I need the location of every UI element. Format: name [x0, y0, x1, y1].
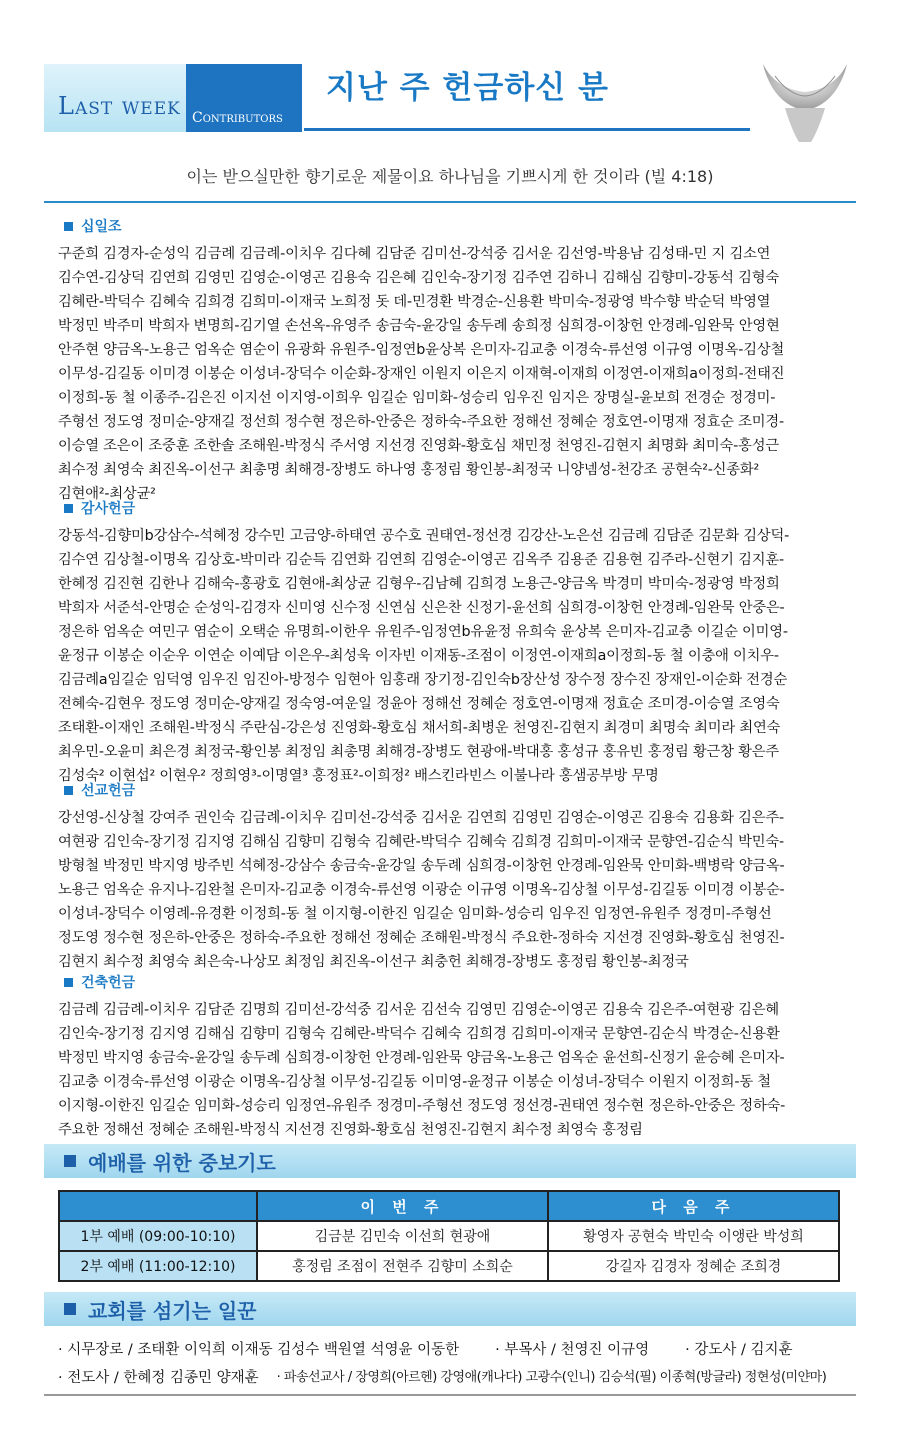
- square-bullet-icon: [64, 786, 73, 795]
- scripture-quote: 이는 받으실만한 향기로운 제물이요 하나님을 기쁘시게 한 것이라 (빌 4:18): [186, 167, 714, 186]
- servants-row: [58, 1336, 848, 1364]
- section-missions: [58, 780, 858, 974]
- column-this-week: 이 번 주: [257, 1191, 548, 1221]
- square-bullet-icon: [64, 1303, 76, 1315]
- square-bullet-icon: [64, 222, 73, 231]
- service-label: 2부 예배 (11:00-12:10): [59, 1251, 257, 1281]
- servants-heading: 교회를 섬기는 일꾼: [44, 1292, 856, 1326]
- square-bullet-icon: [64, 1155, 76, 1167]
- prayer-table-header: [59, 1191, 839, 1221]
- table-row: [59, 1251, 839, 1281]
- square-bullet-icon: [64, 978, 73, 987]
- title-rule: [304, 128, 750, 131]
- contributor-names: 구준희 김경자-순성익 김금례 김금례-이치우 김다혜 김담준 김미선-강석중 김서운 김선영-박용남 김성태-민 지 김소연 김수연-김상덕 김연희 김영민 김영순-이영곤 김용숙 김은혜 김인숙-장기정 김주연 김하니 김해심 김향미-강동석 김형숙 김혜란-박덕수 김혜숙 김희경 김희미-이재국 노희정 돗 데-민경환 박경순-신용환 박미숙-정광영 박수향 박순덕 박영열 박정민 박주미 박희자 변명희-김기열 손선옥-유영주 송금숙-윤강일 송두례 송희정 심희경-이창헌 안경례-임완묵 안영현 안주현 양금옥-노용근 엄옥순 염순이 유광화 유원주-임정연b윤상복 은미자-김교충 이경숙-류선영 이규영 이명옥-김상철 이무성-김길동 이미경 이봉순 이성녀-장덕수 이순화-장재인 이원지 이은지 이재혁-이재희 이정연-이재희a이정희-전태진 이정희-동 철 이종주-김은진 이지선 이지영-이희우 임길순 임미화-성승리 임우진 임지은 장명실-윤보희 전경순 정경미- 주형선 정도영 정미순-양재길 정선희 정수현 정은하-안중은 정하숙-주요한 정해선 정혜순 정호연-이명재 정효순 조미경- 이승열 조은이 조중훈 조한솔 조해원-박정식 주서영 지선경 진영화-황호심 채민정 천영진-김현지 최명화 최미숙-홍성근 최수정 최영숙 최진옥-이선구 최총명 최해경-장병도 하나영 홍정림 황인봉-최정국 니양넴성-천강조 공현숙²-신종화² 김현애²-최상균²: [58, 246, 785, 502]
- servants-row: [58, 1364, 848, 1392]
- table-row: [59, 1221, 839, 1251]
- section-heading: 선교헌금: [58, 780, 858, 800]
- brand-contributors: Contributors: [186, 64, 302, 132]
- next-week-names: 황영자 공현숙 박민숙 이앵란 박성희: [548, 1221, 839, 1251]
- section-heading: 십일조: [58, 216, 858, 236]
- section-heading: 감사헌금: [58, 498, 858, 518]
- evangelists: · 전도사 / 한혜정 김종민 양재훈: [58, 1370, 259, 1386]
- offering-hands-icon: [755, 50, 855, 142]
- this-week-names: 홍정림 조점이 전현주 김향미 소희순: [257, 1251, 548, 1281]
- square-bullet-icon: [64, 504, 73, 513]
- section-thanksgiving: [58, 498, 858, 788]
- this-week-names: 김금분 김민숙 이선희 현광애: [257, 1221, 548, 1251]
- missionaries: · 파송선교사 / 장영희(아르헨) 강영애(캐나다) 고광수(인니) 김승석(필) 이종혁(방글라) 정현성(미얀마): [276, 1370, 827, 1385]
- contributor-names: 강동석-김향미b강삼수-석혜정 강수민 고금양-하태연 공수호 권태연-정선경 김강산-노은선 김금례 김담준 김문화 김상덕- 김수연 김상철-이명옥 김상호-박미라 김순득 김연화 김연희 김영순-이영곤 김옥주 김용준 김용현 김주라-신현기 김지훈- 한혜정 김진현 김한나 김해숙-홍광호 김현애-최상균 김형우-김남혜 김희경 노용근-양금옥 박경미 박미숙-정광영 박정희 박희자 서준석-안명순 순성익-김경자 신미영 신수정 신연심 신은찬 신정기-윤선희 심희경-이창헌 안경례-임완묵 안중은- 정은하 엄옥순 여민구 염순이 오택순 유명희-이한우 유원주-임정연b유윤정 유희숙 윤상복 은미자-김교충 이길순 이미영- 윤정규 이봉순 이순우 이연순 이예담 이은우-최성욱 이자빈 이재동-조점이 이정연-이재희a이정희-동 철 이충애 이치우- 김금례a임길순 임덕영 임우진 임진아-방정수 임현아 임홍래 장기정-김인숙b장산성 장수정 장수진 장재인-이순화 전경순 전혜숙-김현우 정도영 정미순-양재길 정숙영-여운일 정윤아 정해선 정혜순 정호연-이명재 정효순 조미경-이승열 조영숙 조태환-이재인 조해원-박정식 주란심-강은성 진영화-황호심 채서희-최병운 천영진-김현지 최경미 최명숙 최미라 최연숙 최우민-오윤미 최은경 최정국-황인봉 최정임 최총명 최해경-장병도 현광애-박대홍 홍성규 홍유빈 홍정림 황근창 황은주 김성숙² 이현섭² 이현우² 정희영³-이명열³ 홍정표²-이희정² 배스킨라빈스 이불나라 홍샘공부방 무명: [58, 528, 790, 784]
- contributor-names: 강선영-신상철 강여주 권인숙 김금례-이치우 김미선-강석중 김서운 김연희 김영민 김영순-이영곤 김용숙 김용화 김은주- 여현광 김인숙-장기정 김지영 김해심 김향미 김형숙 김혜란-박덕수 김혜숙 김희경 김희미-이재국 문향연-김순식 박민숙- 방형철 박정민 박지영 방주빈 석혜정-강삼수 송금숙-윤강일 송두례 심희경-이창헌 안경례-임완묵 안미화-백병락 양금옥- 노용근 엄옥순 유지나-김완철 은미자-김교충 이경숙-류선영 이광순 이규영 이명옥-김상철 이무성-김길동 이미경 이봉순- 이성녀-장덕수 이영례-유경환 이정희-동 철 이지형-이한진 임길순 임미화-성승리 임우진 임정연-유원주 정경미-주형선 정도영 정수현 정은하-안중은 정하숙-주요한 정해선 정혜순 조해원-박정식 주요한-정하숙 지선경 진영화-황호심 천영진- 김현지 최수정 최영숙 최은숙-나상모 최정임 최진옥-이선구 최충헌 최해경-장병도 홍정림 황인봉-최정국: [58, 810, 785, 970]
- quote-divider: [44, 201, 856, 203]
- contributor-names: 김금례 김금례-이치우 김담준 김명희 김미선-강석중 김서운 김선숙 김영민 김영순-이영곤 김용숙 김은주-여현광 김은혜 김인숙-장기정 김지영 김해심 김향미 김형숙 김혜란-박덕수 김혜숙 김희경 김희미-이재국 문향연-김순식 박경순-신용환 박정민 박지영 송금숙-윤강일 송두례 심희경-이창헌 안경례-임완묵 양금옥-노용근 엄옥순 윤선희-신정기 윤승혜 은미자- 김교충 이경숙-류선영 이광순 이명옥-김상철 이무성-김길동 이미영-윤정규 이봉순 이성녀-장덕수 이원지 이정희-동 철 이지형-이한진 임길순 임미화-성승리 임정연-유원주 정경미-주형선 정도영 정선경-권태연 정수현 정은하-안중은 정하숙- 주요한 정해선 정혜순 조해원-박정식 지선경 진영화-황호심 천영진-김현지 최수정 최영숙 홍정림: [58, 1002, 786, 1138]
- section-tithe: [58, 216, 858, 506]
- prayer-heading: 예배를 위한 중보기도: [44, 1144, 856, 1178]
- bottom-divider: [44, 1394, 856, 1396]
- section-heading: 건축헌금: [58, 972, 858, 992]
- page-header: [0, 0, 900, 140]
- associate-pastors: · 부목사 / 천영진 이규영: [495, 1342, 650, 1358]
- elders: · 시무장로 / 조태환 이익희 이재동 김성수 백원열 석영윤 이동한: [58, 1342, 460, 1358]
- preacher: · 강도사 / 김지훈: [685, 1342, 793, 1358]
- section-building: [58, 972, 858, 1142]
- header-empty-cell: [59, 1191, 257, 1221]
- brand-last-week: Last week: [58, 92, 181, 120]
- next-week-names: 강길자 김경자 정혜순 조희경: [548, 1251, 839, 1281]
- service-label: 1부 예배 (09:00-10:10): [59, 1221, 257, 1251]
- prayer-table: [58, 1190, 840, 1282]
- page-title: 지난 주 헌금하신 분: [326, 70, 609, 106]
- column-next-week: 다 음 주: [548, 1191, 839, 1221]
- servants-list: [58, 1336, 848, 1392]
